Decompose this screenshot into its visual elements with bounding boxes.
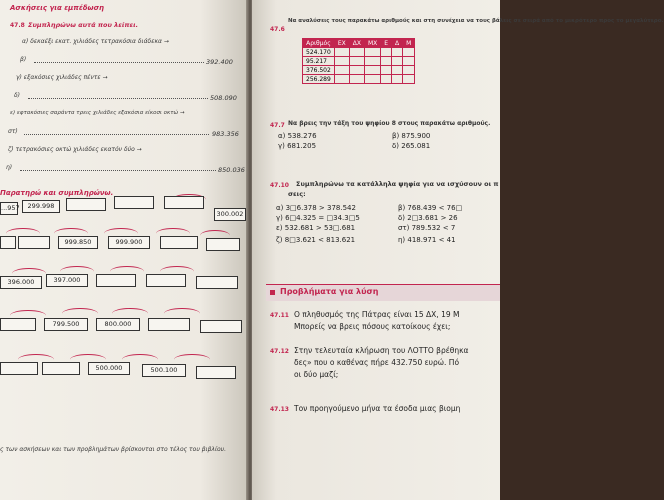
sequence-box[interactable] (206, 238, 240, 251)
sequence-box[interactable] (196, 366, 236, 379)
exercise-title: Παρατηρώ και συμπληρώνω. (0, 189, 114, 197)
section-header: Ασκήσεις για εμπέδωση (10, 4, 105, 12)
sequence-box[interactable] (18, 236, 50, 249)
list-item: α) 3□6.378 > 378.542 (276, 204, 356, 212)
table-header: Δ (392, 39, 403, 48)
table-header: ΔΧ (349, 39, 364, 48)
exercise-number: 47.10 (270, 182, 289, 189)
item-label: ζ) τετρακόσιες οκτώ χιλιάδες εκατόν δύο → (8, 146, 142, 153)
sequence-box[interactable] (42, 362, 80, 375)
item-label: η) (6, 164, 13, 171)
digit-table (302, 38, 415, 84)
item-value: 508.090 (210, 94, 237, 102)
item-label: ε) εφτακόσιες σαράντα τρεις χιλιάδες εξακόσια είκοσι οκτώ → (10, 110, 185, 116)
sequence-box[interactable] (164, 196, 204, 209)
sequence-box[interactable] (146, 274, 186, 287)
sequence-box[interactable]: 500.100 (142, 364, 186, 377)
list-item: β) 875.900 (392, 132, 431, 140)
list-item: δ) 2□3.681 > 26 (398, 214, 458, 222)
item-label: στ) (8, 128, 18, 135)
section-title: Προβλήματα για λύση (280, 287, 379, 296)
right-page (252, 0, 664, 500)
item-label: δ) (14, 92, 21, 99)
table-cell: 256.289 (303, 75, 335, 84)
problem-text: Στην τελευταία κλήρωση του ΛΟΤΤΟ βρέθηκα (294, 346, 469, 355)
table-header: Αριθμός (303, 39, 335, 48)
list-item: ε) 532.681 > 53□.681 (276, 224, 356, 232)
item-label: α) δεκαέξι εκατ. χιλιάδες τετρακόσια διάδεκα → (22, 38, 169, 45)
table-header: Ε (381, 39, 392, 48)
table-cell: 524.170 (303, 48, 335, 57)
exercise-text-cont: σεις: (288, 190, 306, 198)
sequence-box[interactable] (160, 236, 198, 249)
sequence-box[interactable]: 397.000 (46, 274, 88, 287)
exercise-title: Συμπληρώνω αυτά που λείπει. (28, 21, 139, 29)
table-header: Μ (403, 39, 415, 48)
list-item: δ) 265.081 (392, 142, 431, 150)
sequence-box[interactable] (96, 274, 136, 287)
problem-text-cont: οι δύο μαζί; (294, 370, 339, 379)
sequence-box[interactable] (0, 236, 16, 249)
exercise-number: 47.8 (10, 22, 25, 29)
list-item: β) 768.439 < 76□ (398, 204, 463, 212)
sequence-box[interactable]: 799.500 (44, 318, 88, 331)
exercise-text: Συμπληρώνω τα κατάλληλα ψηφία για να ισχύσουν οι π (296, 180, 499, 188)
list-item: ζ) 8□3.621 < 813.621 (276, 236, 356, 244)
exercise-text: Να βρεις την τάξη του ψηφίου 8 στους παρακάτω αριθμούς. (288, 120, 491, 127)
table-row (303, 66, 415, 75)
sequence-box[interactable] (0, 318, 36, 331)
problem-number: 47.12 (270, 348, 289, 355)
sequence-box[interactable]: 800.000 (96, 318, 140, 331)
sequence-box[interactable]: 500.000 (88, 362, 130, 375)
left-page (0, 0, 250, 500)
sequence-box[interactable] (196, 276, 238, 289)
list-item: στ) 789.532 < 7 (398, 224, 456, 232)
table-row (303, 75, 415, 84)
sequence-box[interactable] (0, 362, 38, 375)
sequence-box[interactable]: 999.850 (58, 236, 98, 249)
problem-text: Τον προηγούμενο μήνα τα έσοδα μιας βιομη (294, 404, 461, 413)
sequence-box[interactable] (114, 196, 154, 209)
problem-number: 47.13 (270, 406, 289, 413)
table-cell: 95.217 (303, 57, 335, 66)
item-value: 983.356 (212, 130, 239, 138)
table-header: ΕΧ (334, 39, 349, 48)
footer-note: ς των ασκήσεων και των προβλημάτων βρίσκονται στο τέλος του βιβλίου. (0, 446, 227, 453)
sequence-box[interactable] (66, 198, 106, 211)
problem-text-cont: δες» που ο καθένας πήρε 432.750 ευρώ. Πό (294, 358, 460, 367)
sequence-box[interactable] (200, 320, 242, 333)
table-row (303, 57, 415, 66)
list-item: γ) 6□4.325 = □34.3□5 (276, 214, 360, 222)
sequence-box[interactable]: 999.900 (108, 236, 150, 249)
table-row (303, 48, 415, 57)
list-item: α) 538.276 (278, 132, 317, 140)
exercise-number: 47.7 (270, 122, 285, 129)
sequence-box[interactable] (148, 318, 190, 331)
sequence-box[interactable]: 299.998 (22, 200, 60, 213)
problem-number: 47.11 (270, 312, 289, 319)
exercise-text: Να αναλύσεις τους παρακάτω αριθμούς και στη συνέχεια να τους βάλεις σε σειρά από το μικρότερο προς το μεγαλύτερο. (288, 18, 664, 24)
sequence-box[interactable]: 300.002 (214, 208, 246, 221)
sequence-box[interactable]: ...957 (0, 202, 18, 215)
problem-text-cont: Μπορείς να βρεις πόσους κατοίκους έχει; (294, 322, 451, 331)
list-item: η) 418.971 < 41 (398, 236, 456, 244)
problem-text: Ο πληθυσμός της Πάτρας είναι 15 ΔΧ, 19 Μ (294, 310, 460, 319)
exercise-number: 47.6 (270, 26, 285, 33)
item-label: β) (20, 56, 27, 63)
item-label: γ) εξακόσιες χιλιάδες πέντε → (16, 74, 108, 81)
table-header: ΜΧ (364, 39, 380, 48)
item-value: 850.036 (218, 166, 245, 174)
sequence-box[interactable]: 396.000 (0, 276, 42, 289)
list-item: γ) 681.205 (278, 142, 317, 150)
section-icon (270, 290, 275, 295)
table-cell: 376.502 (303, 66, 335, 75)
item-value: 392.400 (206, 58, 233, 66)
